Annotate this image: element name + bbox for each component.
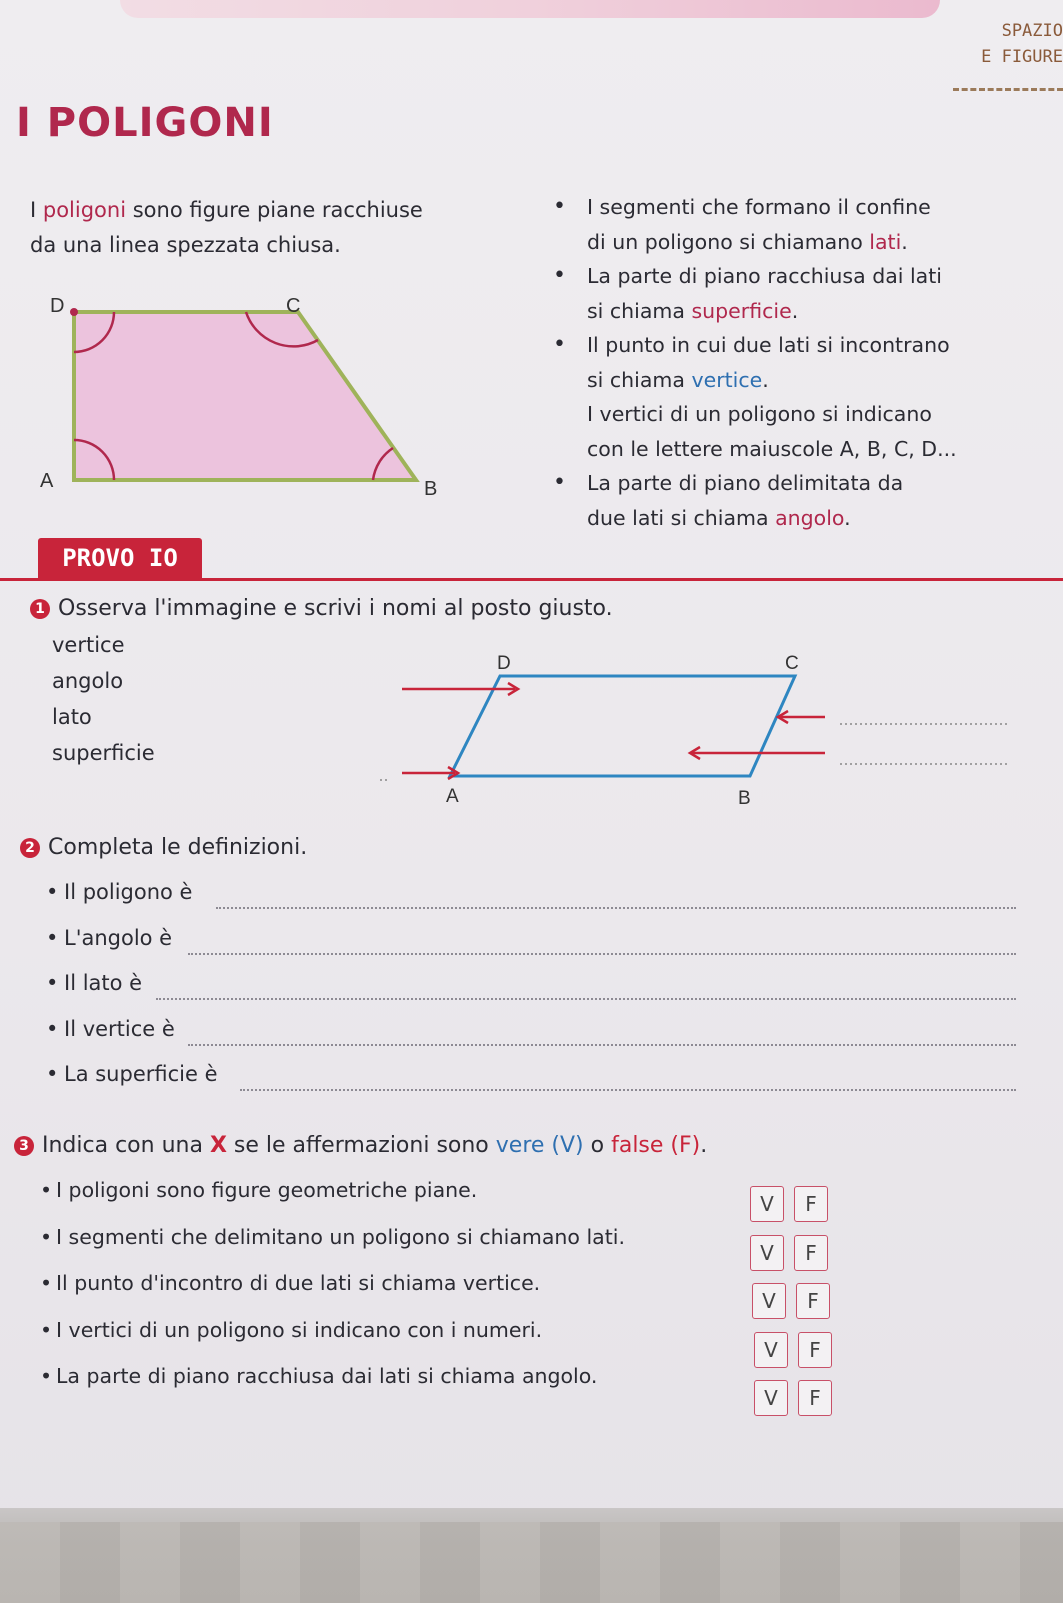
true-checkbox[interactable]: V	[754, 1380, 788, 1416]
keyword-lati: lati	[869, 229, 902, 254]
definition-answer-line[interactable]	[188, 1044, 1016, 1046]
statement-text: • I vertici di un poligono si indicano con i numeri.	[56, 1317, 543, 1342]
statement-text: • La parte di piano racchiusa dai lati si chiama angolo.	[56, 1364, 598, 1388]
exercise-2-title	[20, 835, 307, 860]
label-d: D	[497, 653, 511, 674]
label-c: C	[785, 653, 799, 674]
definitions-to-complete	[48, 880, 1016, 1108]
section-divider	[953, 88, 1063, 91]
definition-label: • Il lato è	[64, 971, 143, 995]
trapezoid-figure	[36, 290, 456, 505]
keyword-angolo: angolo	[775, 505, 845, 530]
bullet-line: si chiama superficie.	[587, 298, 799, 323]
trapezoid-shape	[74, 312, 416, 480]
bullet-line: si chiama vertice.	[587, 367, 769, 392]
top-decoration	[120, 0, 940, 18]
definitions-list	[567, 190, 1007, 535]
bullet-line: • I segmenti che formano il confine	[567, 190, 1007, 225]
statement-text: • Il punto d'incontro di due lati si chiama vertice.	[56, 1271, 541, 1295]
label-a: A	[40, 470, 54, 492]
statement-row	[40, 1225, 870, 1272]
word-lato: lato	[52, 705, 92, 729]
bullet-line: I vertici di un poligono si indicano	[587, 402, 932, 426]
false-checkbox[interactable]: F	[798, 1380, 832, 1416]
bullet-line: con le lettere maiuscole A, B, C, D...	[587, 436, 957, 461]
definition-label: • Il vertice è	[64, 1016, 175, 1041]
definition-answer-line[interactable]	[240, 1089, 1016, 1091]
label-a: A	[446, 786, 459, 807]
label-b: B	[738, 788, 751, 809]
false-checkbox[interactable]: F	[794, 1186, 828, 1222]
definition-row	[48, 1062, 1016, 1108]
exercise-number: 1	[30, 599, 50, 619]
label-c: C	[286, 295, 301, 317]
false-label: false (F)	[611, 1133, 701, 1158]
keyword-superficie: superficie	[691, 298, 792, 323]
true-checkbox[interactable]: V	[750, 1235, 784, 1271]
word-superficie: superficie	[52, 741, 155, 765]
true-checkbox[interactable]: V	[750, 1186, 784, 1222]
label-d: D	[50, 295, 65, 317]
provo-io-tab: PROVO IO	[38, 538, 202, 578]
definition-row	[48, 880, 1016, 926]
bullet-line: • Il punto in cui due lati si incontrano	[567, 328, 1007, 363]
false-checkbox[interactable]: F	[794, 1235, 828, 1271]
statement-row	[40, 1271, 870, 1318]
false-checkbox[interactable]: F	[796, 1283, 830, 1319]
intro-part: I	[30, 198, 43, 222]
exercise-3-title: 3 Indica con una X se le affermazioni sono vere (V) o false (F).	[14, 1133, 707, 1158]
section-tag-line1: SPAZIO	[1001, 21, 1063, 41]
definition-row	[48, 971, 1016, 1017]
x-mark: X	[209, 1133, 227, 1158]
definition-row	[48, 926, 1016, 972]
page-title: I POLIGONI	[16, 100, 274, 146]
section-tag-line2: E FIGURE	[981, 47, 1063, 67]
label-b: B	[424, 478, 438, 500]
intro-text	[30, 193, 500, 263]
statement-row	[40, 1178, 870, 1225]
parallelogram-shape	[450, 676, 795, 776]
desk-surface	[0, 1508, 1063, 1603]
word-angolo: angolo	[52, 669, 124, 693]
bullet-line: due lati si chiama angolo.	[587, 505, 851, 530]
desk-mat	[0, 1522, 1063, 1603]
section-tag	[933, 18, 1063, 90]
definition-row	[48, 1017, 1016, 1063]
statement-row	[40, 1364, 870, 1411]
exercise-2-text: Completa le definizioni.	[48, 835, 308, 860]
statement-text: • I poligoni sono figure geometriche piane.	[56, 1178, 478, 1202]
word-vertice: vertice	[52, 633, 125, 657]
parallelogram-figure	[380, 640, 1020, 815]
true-false-list	[40, 1178, 870, 1411]
vertex-dot-d	[70, 308, 78, 316]
definition-label: • Il poligono è	[64, 880, 193, 904]
exercise-1-text: Osserva l'immagine e scrivi i nomi al posto giusto.	[58, 596, 613, 621]
intro-part: sono figure piane racchiuse	[126, 198, 423, 222]
definition-answer-line[interactable]	[156, 998, 1016, 1000]
definition-label: • La superficie è	[64, 1062, 218, 1086]
statement-row	[40, 1318, 870, 1365]
exercise-1-title	[30, 596, 613, 621]
definition-label: • L'angolo è	[64, 925, 173, 950]
definition-answer-line[interactable]	[216, 907, 1016, 909]
false-checkbox[interactable]: F	[798, 1332, 832, 1368]
statement-text: • I segmenti che delimitano un poligono si chiamano lati.	[56, 1224, 625, 1249]
section-rule	[0, 578, 1063, 581]
intro-keyword: poligoni	[42, 198, 127, 222]
bullet-line: • La parte di piano delimitata da	[567, 466, 1007, 501]
exercise-number: 3	[14, 1136, 34, 1156]
bullet-line: di un poligono si chiamano lati.	[587, 229, 908, 254]
vere-label: vere (V)	[495, 1133, 584, 1158]
true-checkbox[interactable]: V	[754, 1332, 788, 1368]
intro-line2: da una linea spezzata chiusa.	[30, 233, 341, 257]
keyword-vertice: vertice	[691, 367, 763, 392]
exercise-number: 2	[20, 838, 40, 858]
bullet-line: • La parte di piano racchiusa dai lati	[567, 259, 1007, 294]
true-checkbox[interactable]: V	[752, 1283, 786, 1319]
definition-answer-line[interactable]	[188, 953, 1016, 955]
